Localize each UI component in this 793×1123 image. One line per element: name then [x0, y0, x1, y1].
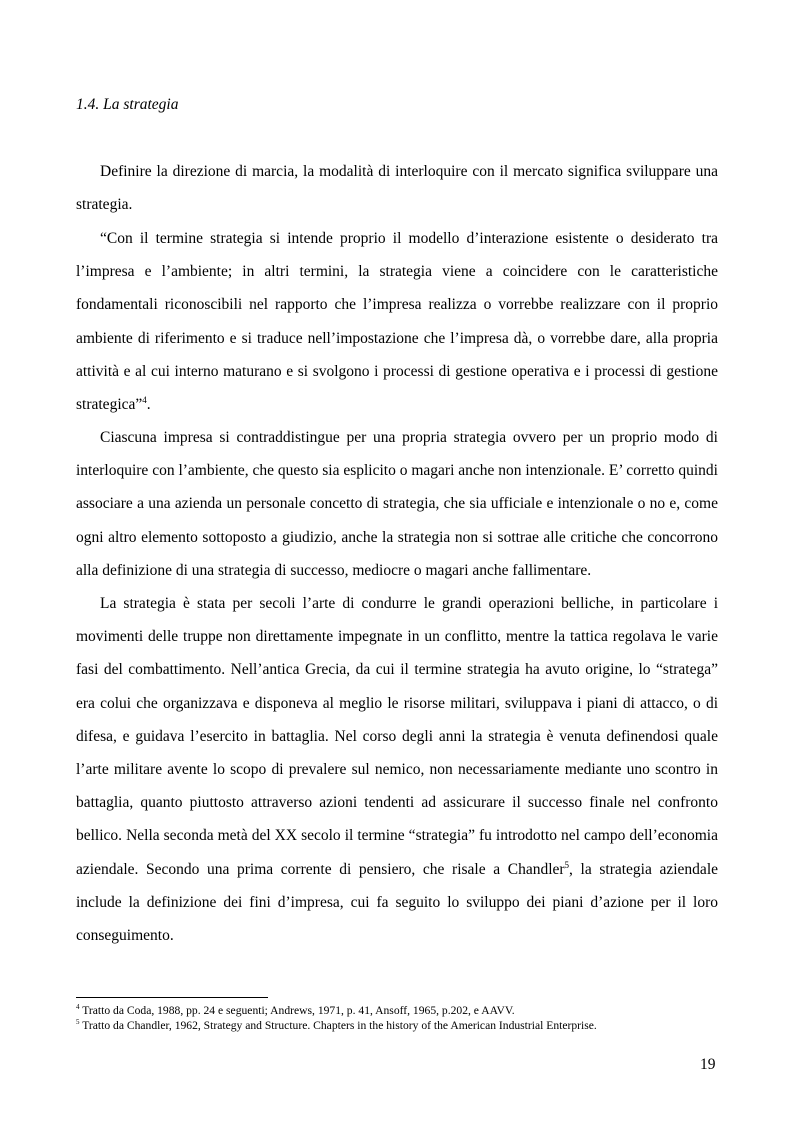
- paragraph-text: Ciascuna impresa si contraddistingue per una propria strategia ovvero per un proprio modo di interloquire con l’ambiente, che questo sia esplicito o magari anche non intenzionale. E’ corretto quindi associare a una azienda un personale concetto di strategia, che sia ufficiale e intenzionale o no e, come ogni altro elemento sottoposto a giudizio, anche la strategia non si sottrae alle critiche che concorrono alla definizione di una strategia di successo, mediocre o magari anche fallimentare.: [76, 429, 718, 579]
- paragraph-4: [76, 587, 718, 952]
- footnote-number: 4: [76, 1003, 80, 1012]
- footnote-5: [76, 1018, 736, 1033]
- paragraph-2: [76, 222, 718, 421]
- paragraph-3: [76, 421, 718, 587]
- paragraph-text: La strategia è stata per secoli l’arte di condurre le grandi operazioni belliche, in particolare i movimenti delle truppe non direttamente impegnate in un conflitto, mentre la tattica regolava le varie fasi del combattimento. Nell’antica Grecia, da cui il termine strategia ha avuto origine, lo “stratega” era colui che organizzava e disponeva al meglio le risorse militari, sviluppava i piani di attacco, o di difesa, e guidava l’esercito in battaglia. Nel corso degli anni la strategia è venuta definendosi quale l’arte militare avente lo scopo di prevalere sul nemico, non necessariamente mediante uno scontro in battaglia, quanto piuttosto attraverso azioni tendenti ad assicurare il successo finale nel confronto bellico. Nella seconda metà del XX secolo il termine “strategia” fu introdotto nel campo dell’economia aziendale. Secondo una prima corrente di pensiero, che risale a Chandler: [76, 595, 718, 878]
- page-number: 19: [700, 1056, 716, 1073]
- paragraph-text-tail: , la strategia aziendale include la definizione dei fini d’impresa, cui fa seguito lo sviluppo dei piani d’azione per il loro conseguimento.: [76, 860, 718, 945]
- footnote-ref: 5: [564, 859, 570, 870]
- paragraph-text-tail: .: [146, 396, 151, 414]
- paragraph-text: “Con il termine strategia si intende proprio il modello d’interazione esistente o desiderato tra l’impresa e l’ambiente; in altri termini, la strategia viene a coincidere con le caratteristiche fondamentali riconoscibili nel rapporto che l’impresa realizza o vorrebbe realizzare con il proprio ambiente di riferimento e si traduce nell’impostazione che l’impresa dà, o vorrebbe dare, alla propria attività e al cui interno maturano e si svolgono i processi di gestione operativa e i processi di gestione strategica”: [76, 230, 718, 414]
- paragraph-1: [76, 155, 718, 221]
- section-heading: 1.4. La strategia: [76, 96, 179, 113]
- footnote-number: 5: [76, 1018, 80, 1027]
- footnote-divider: [76, 997, 268, 998]
- footnote-text: Tratto da Coda, 1988, pp. 24 e seguenti; Andrews, 1971, p. 41, Ansoff, 1965, p.202, e AAVV.: [82, 1004, 515, 1017]
- footnote-4: [76, 1003, 736, 1018]
- footnote-text: Tratto da Chandler, 1962, Strategy and Structure. Chapters in the history of the American Industrial Enterprise.: [82, 1019, 597, 1032]
- paragraph-text: Definire la direzione di marcia, la modalità di interloquire con il mercato significa sviluppare una strategia.: [76, 163, 718, 214]
- footnote-ref: 4: [142, 394, 147, 405]
